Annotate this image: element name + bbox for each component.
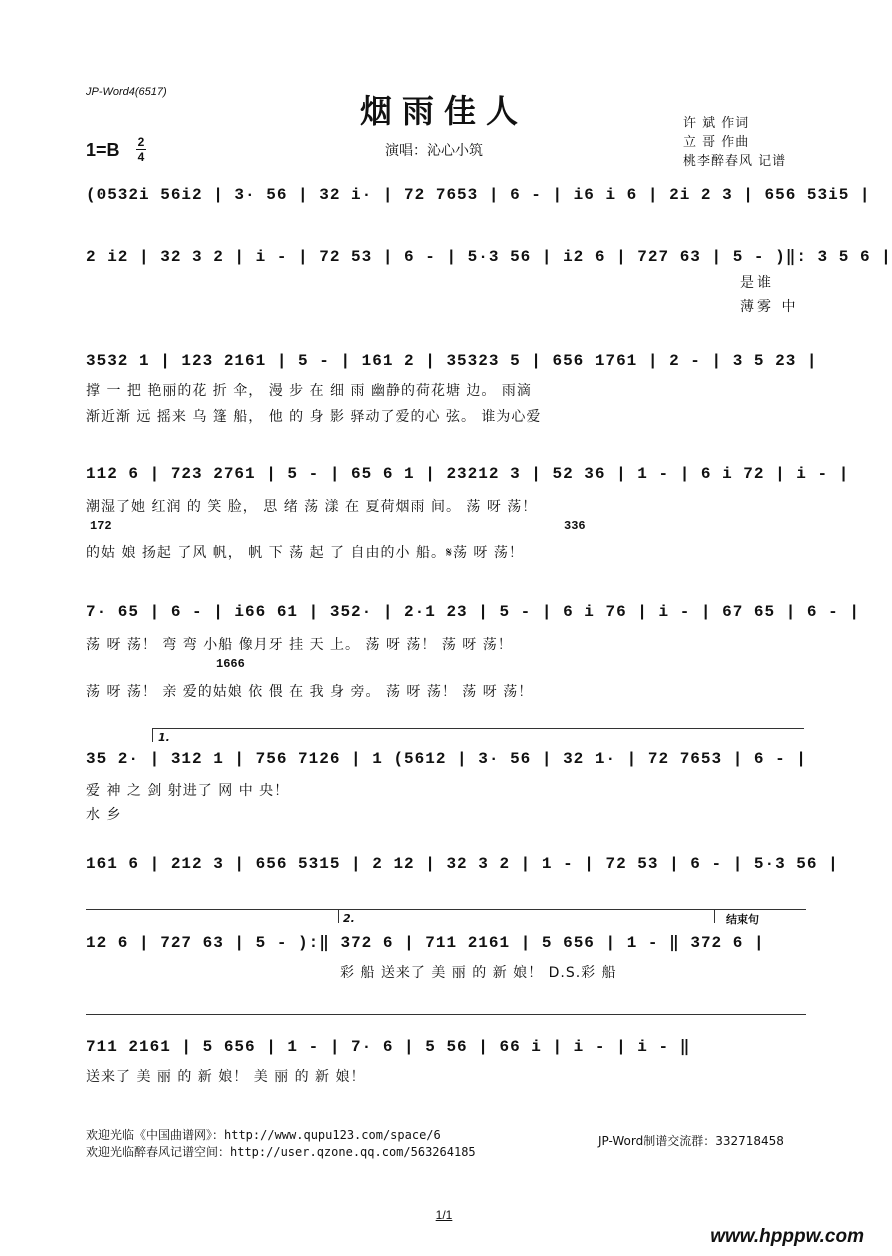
software-label: JP-Word4(6517) <box>86 86 167 98</box>
page-number <box>0 1208 888 1222</box>
meter-bottom: 4 <box>137 150 145 164</box>
time-signature <box>136 136 146 163</box>
volta-2-hook <box>338 909 339 923</box>
lyric-line-5a: 荡 呀 荡！ 弯 弯 小船 像月牙 挂 天 上。 荡 呀 荡！ 荡 呀 荡！ <box>86 637 513 653</box>
lyric-line-4b: 的姑 娘 扬起 了风 帆， 帆 下 荡 起 了 自由的小 船。𝄋荡 呀 荡！ <box>86 545 524 561</box>
lyric-line-6a: 爱 神 之 剑 射进了 网 中 央！ <box>86 783 290 799</box>
score-line-1: (0532i 56i2 | 3· 56 | 32 i· | 72 7653 | 6 - | i6 i 6 | 2i 2 3 | 656 53i5 | <box>86 186 871 204</box>
final-bracket <box>86 1014 806 1015</box>
alt-notes-4a: 172 <box>90 519 112 533</box>
lyricist-credit: 许 斌 作词 <box>683 116 750 131</box>
lyric-line-5b: 荡 呀 荡！ 亲 爱的姑娘 依 偎 在 我 身 旁。 荡 呀 荡！ 荡 呀 荡！ <box>86 684 534 700</box>
volta-1-label: 1. <box>158 731 170 744</box>
composer-credit: 立 哥 作曲 <box>683 135 750 150</box>
site-watermark: www.hpppw.com <box>710 1226 864 1247</box>
singer-credit: 演唱：沁心小筑 <box>385 143 483 159</box>
score-line-6: 35 2· | 312 1 | 756 7126 | 1 (5612 | 3· 56 | 32 1· | 72 7653 | 6 - | <box>86 750 807 768</box>
meter-top: 2 <box>137 135 145 149</box>
score-line-3: 3532 1 | 123 2161 | 5 - | 161 2 | 35323 5 | 656 1761 | 2 - | 3 5 23 | <box>86 352 818 370</box>
lyric-line-6b: 水 乡 <box>86 807 122 823</box>
score-line-2: 2 i2 | 32 3 2 | i - | 72 53 | 6 - | 5·3 56 | i2 6 | 727 63 | 5 - )‖: 3 5 6 | <box>86 248 892 266</box>
coda-hook <box>714 909 715 923</box>
page-number-text: 1/1 <box>435 1208 453 1222</box>
lyric-line-9: 送来了 美 丽 的 新 娘！ 美 丽 的 新 娘！ <box>86 1069 366 1085</box>
score-line-9: 711 2161 | 5 656 | 1 - | 7· 6 | 5 56 | 66 i | i - | i - ‖ <box>86 1038 691 1056</box>
volta-1-hook <box>152 728 153 742</box>
volta-1-bracket <box>152 728 804 729</box>
score-line-7: 161 6 | 212 3 | 656 5315 | 2 12 | 32 3 2 | 1 - | 72 53 | 6 - | 5·3 56 | <box>86 855 839 873</box>
score-line-4: 112 6 | 723 2761 | 5 - | 65 6 1 | 23212 3 | 52 36 | 1 - | 6 i 72 | i - | <box>86 465 850 483</box>
alt-notes-5: 1666 <box>216 657 245 671</box>
volta-2-bracket <box>86 909 806 910</box>
lyric-line-2b: 薄雾 中 <box>740 299 799 315</box>
lyric-line-2a: 是谁 <box>740 275 774 291</box>
lyric-line-3a: 撑 一 把 艳丽的花 折 伞， 漫 步 在 细 雨 幽静的荷花塘 边。 雨滴 <box>86 383 532 399</box>
score-line-5: 7· 65 | 6 - | i66 61 | 352· | 2·1 23 | 5 - | 6 i 76 | i - | 67 65 | 6 - | <box>86 603 860 621</box>
song-title: 烟雨佳人 <box>359 92 528 130</box>
lyric-line-8: 彩 船 送来了 美 丽 的 新 娘！ D.S.彩 船 <box>340 965 617 981</box>
group-info: JP-Word制谱交流群：332718458 <box>598 1134 784 1148</box>
volta-2-label: 2. <box>343 912 355 925</box>
lyric-line-4a: 潮湿了她 红润 的 笑 脸， 思 绪 荡 漾 在 夏荷烟雨 间。 荡 呀 荡！ <box>86 499 538 515</box>
score-line-8: 12 6 | 727 63 | 5 - ):‖ 372 6 | 711 2161 | 5 656 | 1 - ‖ 372 6 | <box>86 934 765 952</box>
footer-link-qzone[interactable]: 欢迎光临醉春风记谱空间：http://user.qzone.qq.com/563264185 <box>86 1145 476 1159</box>
coda-label: 结束句 <box>726 913 759 926</box>
footer-link-qupu[interactable]: 欢迎光临《中国曲谱网》：http://www.qupu123.com/space/6 <box>86 1128 441 1142</box>
lyric-line-3b: 渐近渐 远 摇来 乌 篷 船， 他 的 身 影 驿动了爱的心 弦。 谁为心爱 <box>86 409 542 425</box>
key-signature: 1=B <box>86 140 120 160</box>
transcriber-credit: 桃李醉春风 记谱 <box>683 154 787 169</box>
alt-notes-4b: 336 <box>564 519 586 533</box>
